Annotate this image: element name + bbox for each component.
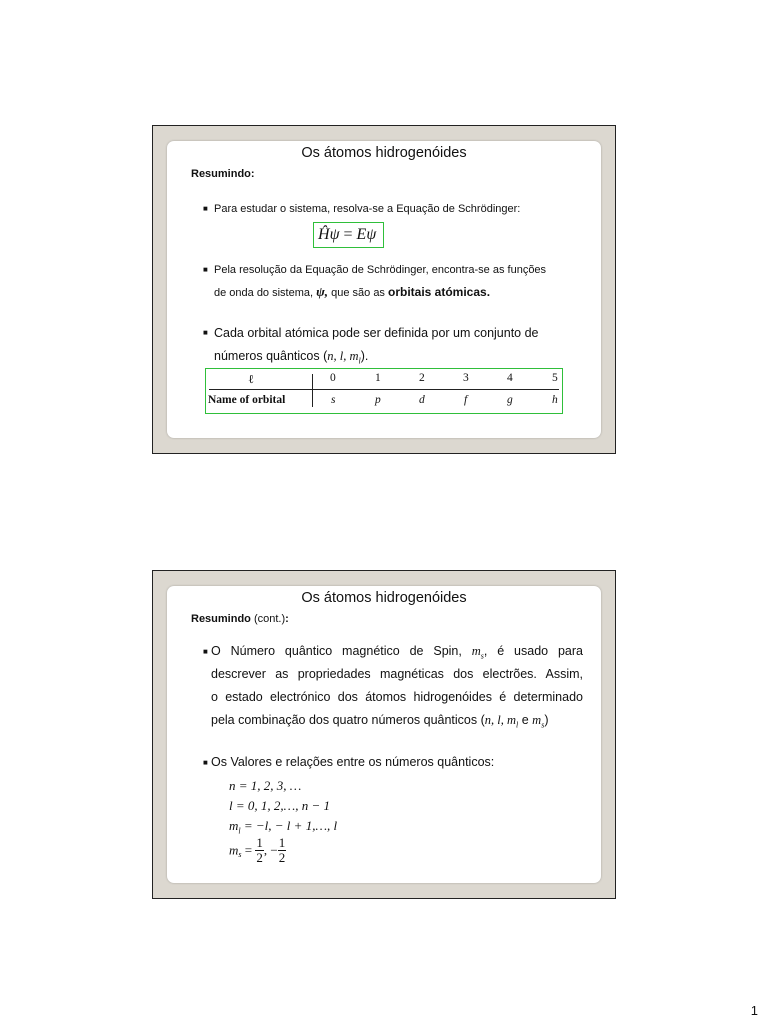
paragraph-1-line-4: pela combinação dos quatro números quânticos (n, l, $m_l$ e $m_s$): [211, 713, 549, 730]
table-name-label: Name of orbital: [208, 394, 286, 406]
bullet-marker: ■: [203, 647, 208, 656]
bullet-1-text: Para estudar o sistema, resolva-se a Equação de Schrödinger:: [214, 203, 521, 215]
table-l-value: 3: [463, 372, 469, 384]
table-orbital-name: g: [507, 394, 513, 406]
slide-1-heading: Resumindo:: [191, 168, 255, 180]
equation-n: n = 1, 2, 3, …: [229, 778, 302, 793]
paragraph-1-line-3: o estado electrónico dos átomos hidrogenóides é determinado: [211, 690, 583, 704]
table-orbital-name: d: [419, 394, 425, 406]
equation-ms: $m_s$ = $\frac{1}{2}$ , − $\frac{1}{2}$: [229, 835, 286, 865]
table-l-value: 1: [375, 372, 381, 384]
table-column-divider: [312, 374, 313, 407]
slide-2-content: [167, 586, 601, 883]
schrodinger-equation-box: [313, 222, 384, 248]
slide-2-title: Os átomos hidrogenóides: [301, 590, 467, 606]
paragraph-1-line-2: descrever as propriedades magnéticas dos electrões. Assim,: [211, 667, 583, 681]
table-l-value: 0: [330, 372, 336, 384]
table-l-value: 4: [507, 372, 513, 384]
bullet-2-line-1: Pela resolução da Equação de Schrödinger, encontra-se as funções: [214, 264, 547, 276]
bullet-marker: ■: [203, 758, 208, 767]
orbital-table: [205, 368, 563, 414]
bullet-marker: ■: [203, 265, 208, 274]
paragraph-1-line-1: O Número quântico magnético de Spin, $m_s$, é usado para: [211, 644, 583, 661]
equation-l: l = 0, 1, 2,…, n − 1: [229, 798, 330, 813]
equation-ml: $m_l = -l$, − l + 1,…, l: [229, 818, 338, 836]
table-orbital-name: h: [552, 394, 558, 406]
paragraph-2: Os Valores e relações entre os números quânticos:: [211, 755, 495, 769]
table-orbital-name: s: [331, 394, 336, 406]
fraction-one-half: $\frac{1}{2}$: [278, 835, 286, 865]
slide-1: [152, 125, 616, 454]
bullet-3-line-1: Cada orbital atómica pode ser definida por um conjunto de: [214, 326, 539, 340]
slide-1-content: [167, 141, 601, 438]
table-orbital-name: f: [464, 394, 468, 406]
slide-1-title: Os átomos hidrogenóides: [301, 145, 467, 161]
bullet-3-line-2: números quânticos (n, l, $m_l$).: [214, 349, 369, 366]
table-l-value: 2: [419, 372, 425, 384]
table-l-value: 5: [552, 372, 558, 384]
schrodinger-equation: Ĥψ = Eψ: [318, 226, 377, 243]
bullet-2-line-2: de onda do sistema, ψ, que são as orbitais atómicas.: [214, 284, 491, 299]
fraction-one-half: $\frac{1}{2}$: [256, 835, 263, 865]
table-divider: [209, 389, 559, 390]
bullet-marker: ■: [203, 204, 208, 213]
slide-2: [152, 570, 616, 899]
table-orbital-name: p: [375, 394, 381, 406]
table-l-label: ℓ: [248, 372, 254, 386]
page-number: 1: [750, 1003, 758, 1018]
bullet-marker: ■: [203, 328, 208, 337]
slide-2-heading: Resumindo (cont.):: [191, 613, 289, 625]
